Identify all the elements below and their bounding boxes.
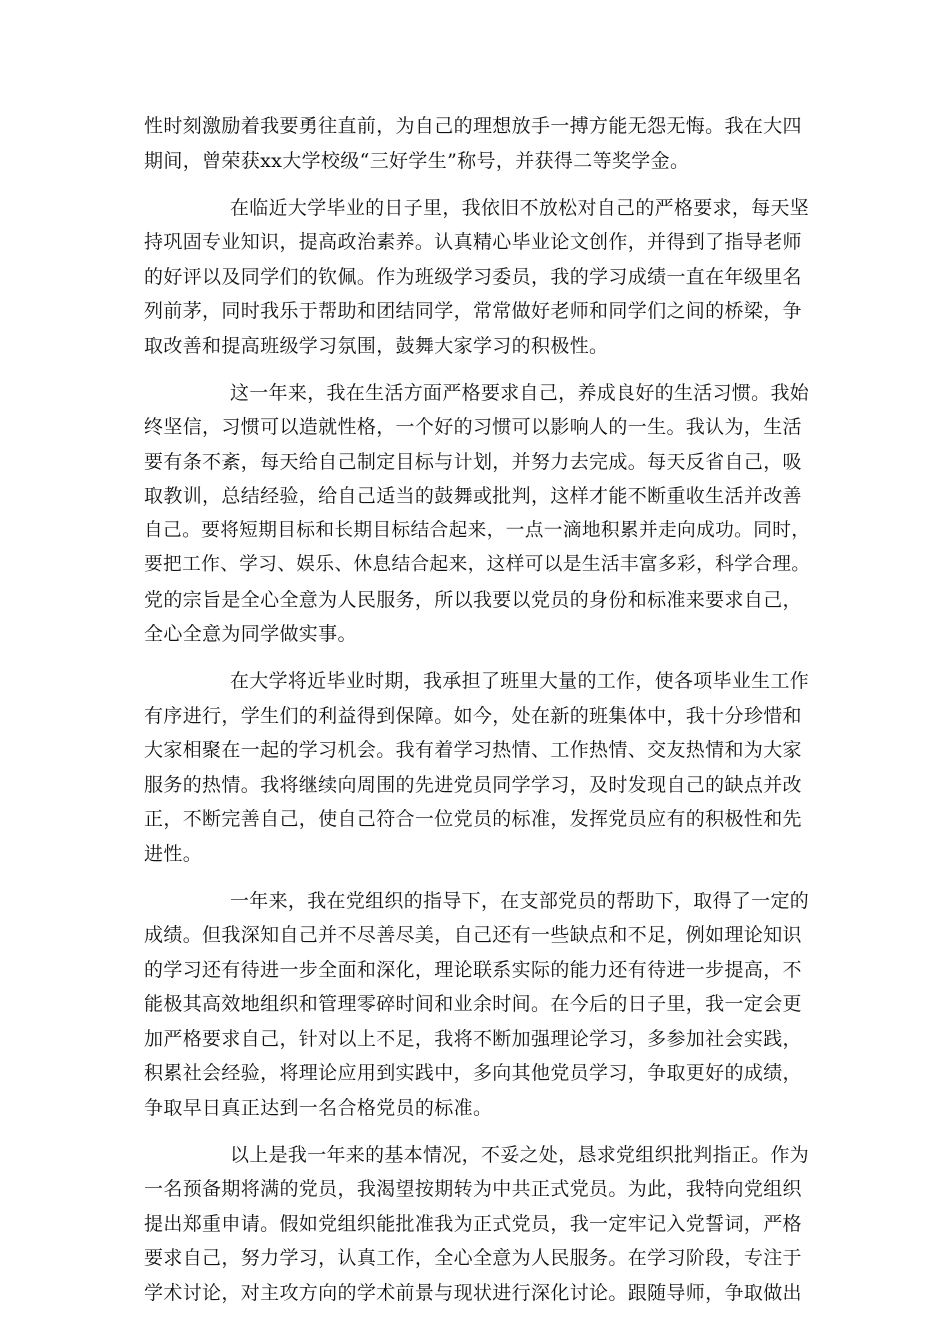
paragraph-line: 期间，曾荣获xx大学校级“三好学生”称号，并获得二等奖学金。 — [144, 149, 690, 172]
paragraph-line: 这一年来，我在生活方面严格要求自己，养成良好的生活习惯。我始 — [230, 381, 810, 404]
paragraph-line: 的好评以及同学们的钦佩。作为班级学习委员，我的学习成绩一直在年级里名 — [144, 265, 802, 288]
paragraph — [144, 1138, 810, 1311]
paragraph-line: 成绩。但我深知自己并不尽善尽美，自己还有一些缺点和不足，例如理论知识 — [144, 924, 802, 946]
paragraph-line: 终坚信，习惯可以造就性格，一个好的习惯可以影响人的一生。我认为，生活 — [144, 416, 802, 438]
paragraph-line: 性时刻激励着我要勇往直前，为自己的理想放手一搏方能无怨无悔。我在大四 — [144, 115, 802, 137]
paragraph-line: 要把工作、学习、娱乐、休息结合起来，这样可以是生活丰富多彩，科学合理。 — [144, 554, 811, 575]
paragraph-line: 有序进行，学生们的利益得到保障。如今，处在新的班集体中，我十分珍惜和 — [144, 704, 802, 727]
paragraph-line: 争取早日真正达到一名合格党员的标准。 — [144, 1096, 493, 1119]
paragraph-line: 正，不断完善自己，使自己符合一位党员的标准，发挥党员应有的积极性和先 — [144, 808, 802, 830]
paragraph-line: 全心全意为同学做实事。 — [144, 623, 357, 645]
paragraph-line: 党的宗旨是全心全意为人民服务，所以我要以党员的身份和标准来要求自己， — [144, 588, 802, 611]
paragraph-line: 进性。 — [144, 842, 203, 865]
paragraph — [144, 109, 810, 178]
paragraph-line: 加严格要求自己，针对以上不足，我将不断加强理论学习，多参加社会实践， — [144, 1027, 802, 1050]
paragraph — [144, 191, 810, 364]
paragraph-line: 要求自己，努力学习，认真工作，全心全意为人民服务。在学习阶段，专注于 — [144, 1247, 802, 1269]
paragraph-line: 在大学将近毕业时期，我承担了班里大量的工作，使各项毕业生工作 — [230, 670, 810, 692]
paragraph-line: 持巩固专业知识，提高政治素养。认真精心毕业论文创作，并得到了指导老师 — [144, 231, 802, 253]
paragraph-line: 一年来，我在党组织的指导下，在支部党员的帮助下，取得了一定的 — [230, 889, 810, 912]
document-body — [144, 109, 810, 1310]
paragraph-line: 能极其高效地组织和管理零碎时间和业余时间。在今后的日子里，我一定会更 — [144, 993, 802, 1015]
paragraph-line: 列前茅，同时我乐于帮助和团结同学，常常做好老师和同学们之间的桥梁，争 — [144, 300, 802, 322]
paragraph-line: 一名预备期将满的党员，我渴望按期转为中共正式党员。为此，我特向党组织 — [144, 1178, 802, 1200]
paragraph-line: 提出郑重申请。假如党组织能批准我为正式党员，我一定牢记入党誓词，严格 — [144, 1212, 802, 1235]
paragraph-line: 要有条不紊，每天给自己制定目标与计划，并努力去完成。每天反省自己，吸 — [144, 450, 802, 473]
paragraph-line: 服务的热情。我将继续向周围的先进党员同学学习，及时发现自己的缺点并改 — [144, 773, 802, 796]
paragraph-line: 积累社会经验，将理论应用到实践中，多向其他党员学习，争取更好的成绩， — [144, 1062, 802, 1084]
paragraph-line: 的学习还有待进一步全面和深化，理论联系实际的能力还有待进一步提高，不 — [144, 958, 802, 981]
paragraph — [144, 376, 810, 652]
paragraph-line: 取教训，总结经验，给自己适当的鼓舞或批判，这样才能不断重收生活并改善 — [144, 485, 802, 507]
paragraph-line: 学术讨论，对主攻方向的学术前景与现状进行深化讨论。跟随导师，争取做出 — [144, 1281, 802, 1304]
paragraph — [144, 884, 810, 1126]
paragraph-line: 取改善和提高班级学习氛围，鼓舞大家学习的积极性。 — [144, 334, 609, 357]
paragraph-line: 自己。要将短期目标和长期目标结合起来，一点一滴地积累并走向成功。同时， — [144, 519, 811, 541]
paragraph-line: 在临近大学毕业的日子里，我依旧不放松对自己的严格要求，每天坚 — [230, 196, 810, 219]
paragraph-line: 以上是我一年来的基本情况，不妥之处，恳求党组织批判指正。作为 — [230, 1143, 810, 1166]
paragraph — [144, 664, 810, 871]
paragraph-line: 大家相聚在一起的学习机会。我有着学习热情、工作热情、交友热情和为大家 — [144, 739, 802, 761]
